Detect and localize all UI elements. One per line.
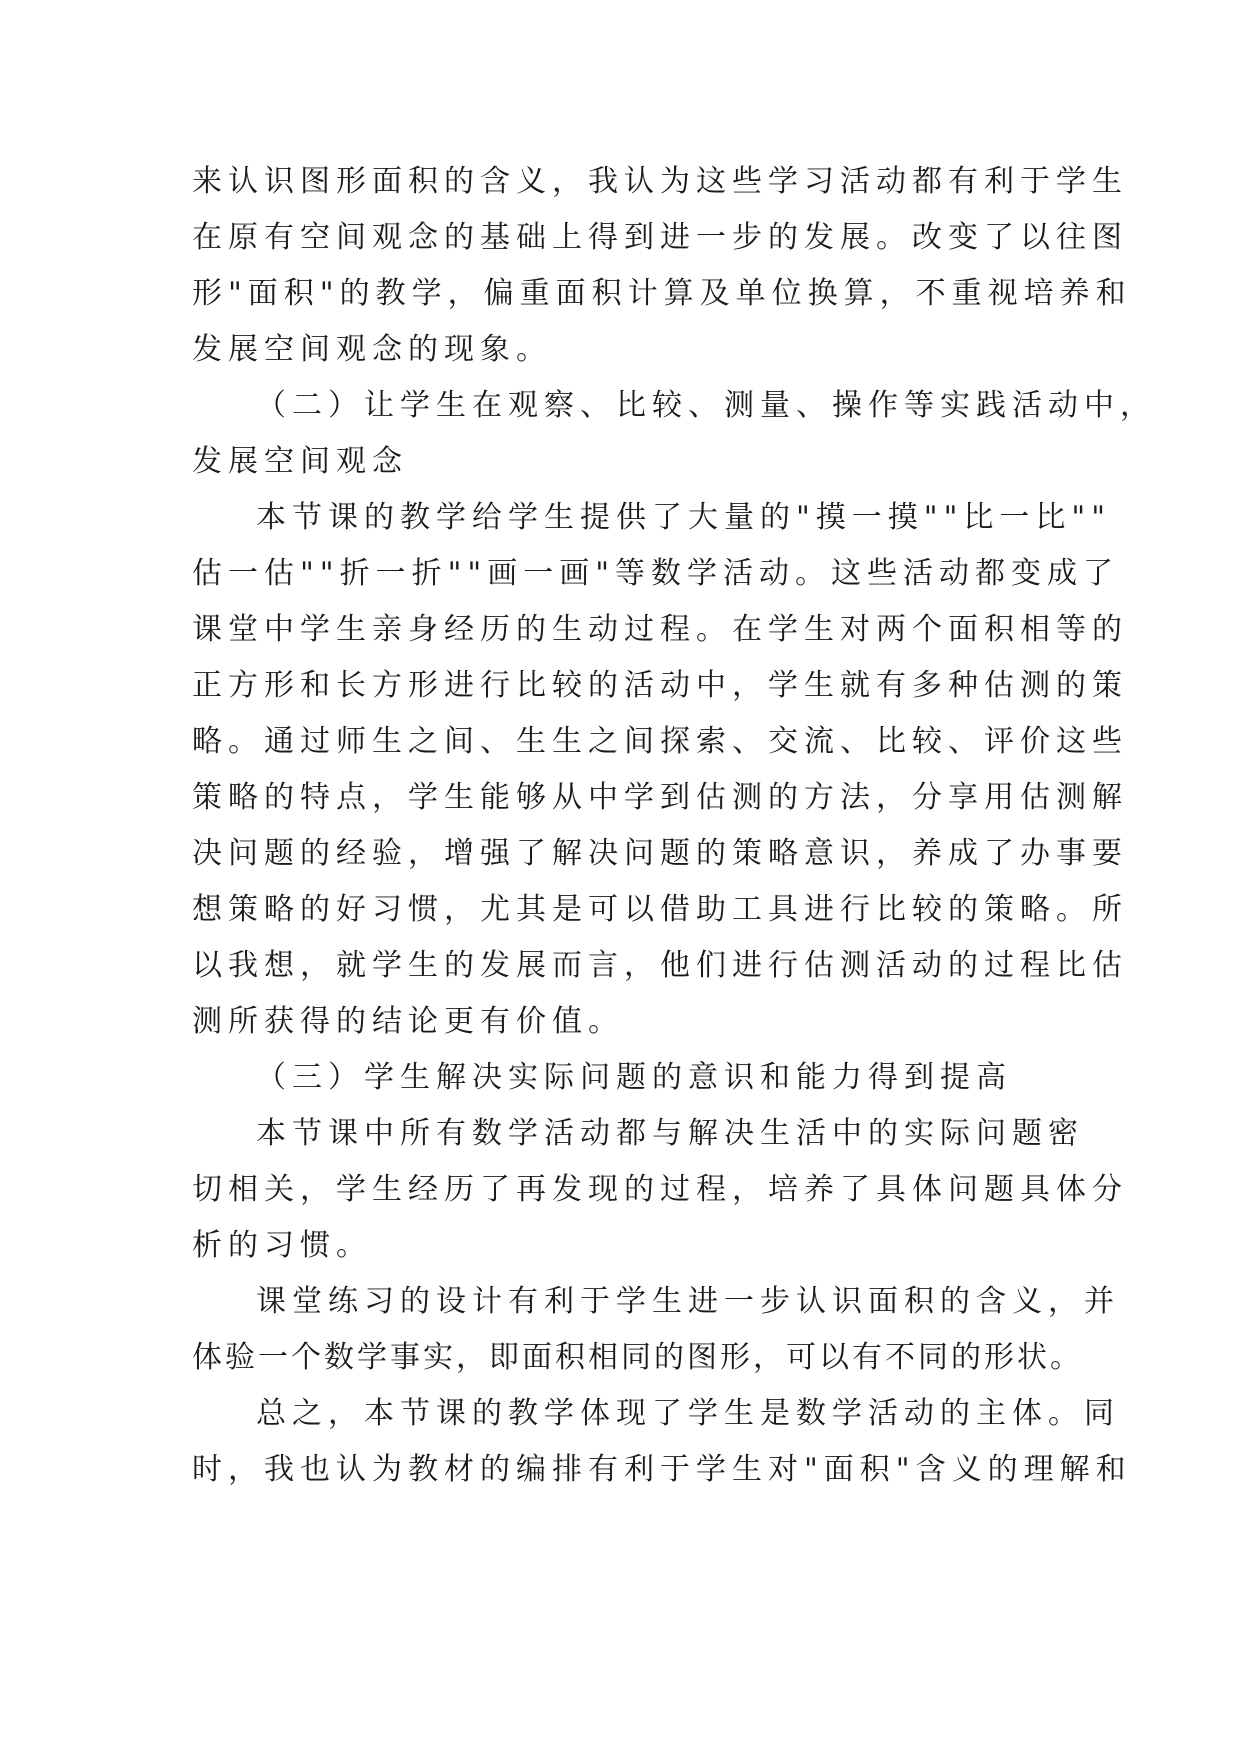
text-line: 课堂中学生亲身经历的生动过程。在学生对两个面积相等的 [192,612,1128,647]
text-line: 估一估""折一折""画一画"等数学活动。这些活动都变成了 [192,556,1119,591]
text-line: 策略的特点，学生能够从中学到估测的方法，分享用估测解 [192,780,1128,815]
text-line: 析的习惯。 [192,1228,372,1263]
text-line: 时，我也认为教材的编排有利于学生对"面积"含义的理解和 [192,1452,1132,1487]
text-line: 总之，本节课的教学体现了学生是数学活动的主体。同 [256,1396,1120,1431]
text-line: 测所获得的结论更有价值。 [192,1004,624,1039]
section-heading-3: （三）学生解决实际问题的意识和能力得到提高 [256,1060,1012,1095]
text-line: 切相关，学生经历了再发现的过程，培养了具体问题具体分 [192,1172,1128,1207]
text-line: 来认识图形面积的含义，我认为这些学习活动都有利于学生 [192,164,1128,199]
text-line: 课堂练习的设计有利于学生进一步认识面积的含义，并 [256,1284,1120,1319]
text-line: 以我想，就学生的发展而言，他们进行估测活动的过程比估 [192,948,1128,983]
text-line: 正方形和长方形进行比较的活动中，学生就有多种估测的策 [192,668,1128,703]
text-line: 本节课中所有数学活动都与解决生活中的实际问题密 [256,1116,1084,1151]
text-line: 体验一个数学事实，即面积相同的图形，可以有不同的形状。 [192,1340,1083,1375]
text-line: 在原有空间观念的基础上得到进一步的发展。改变了以往图 [192,220,1128,255]
text-line: 本节课的教学给学生提供了大量的"摸一摸""比一比"" [256,500,1111,535]
section-heading-2-cont: 发展空间观念 [192,444,408,479]
text-line: 决问题的经验，增强了解决问题的策略意识，养成了办事要 [192,836,1128,871]
section-heading-2: （二）让学生在观察、比较、测量、操作等实践活动中， [256,388,1156,423]
document-body [192,154,1156,1498]
text-line: 略。通过师生之间、生生之间探索、交流、比较、评价这些 [192,724,1128,759]
text-line: 想策略的好习惯，尤其是可以借助工具进行比较的策略。所 [192,892,1128,927]
text-line: 形"面积"的教学，偏重面积计算及单位换算，不重视培养和 [192,276,1132,311]
text-line: 发展空间观念的现象。 [192,332,552,367]
